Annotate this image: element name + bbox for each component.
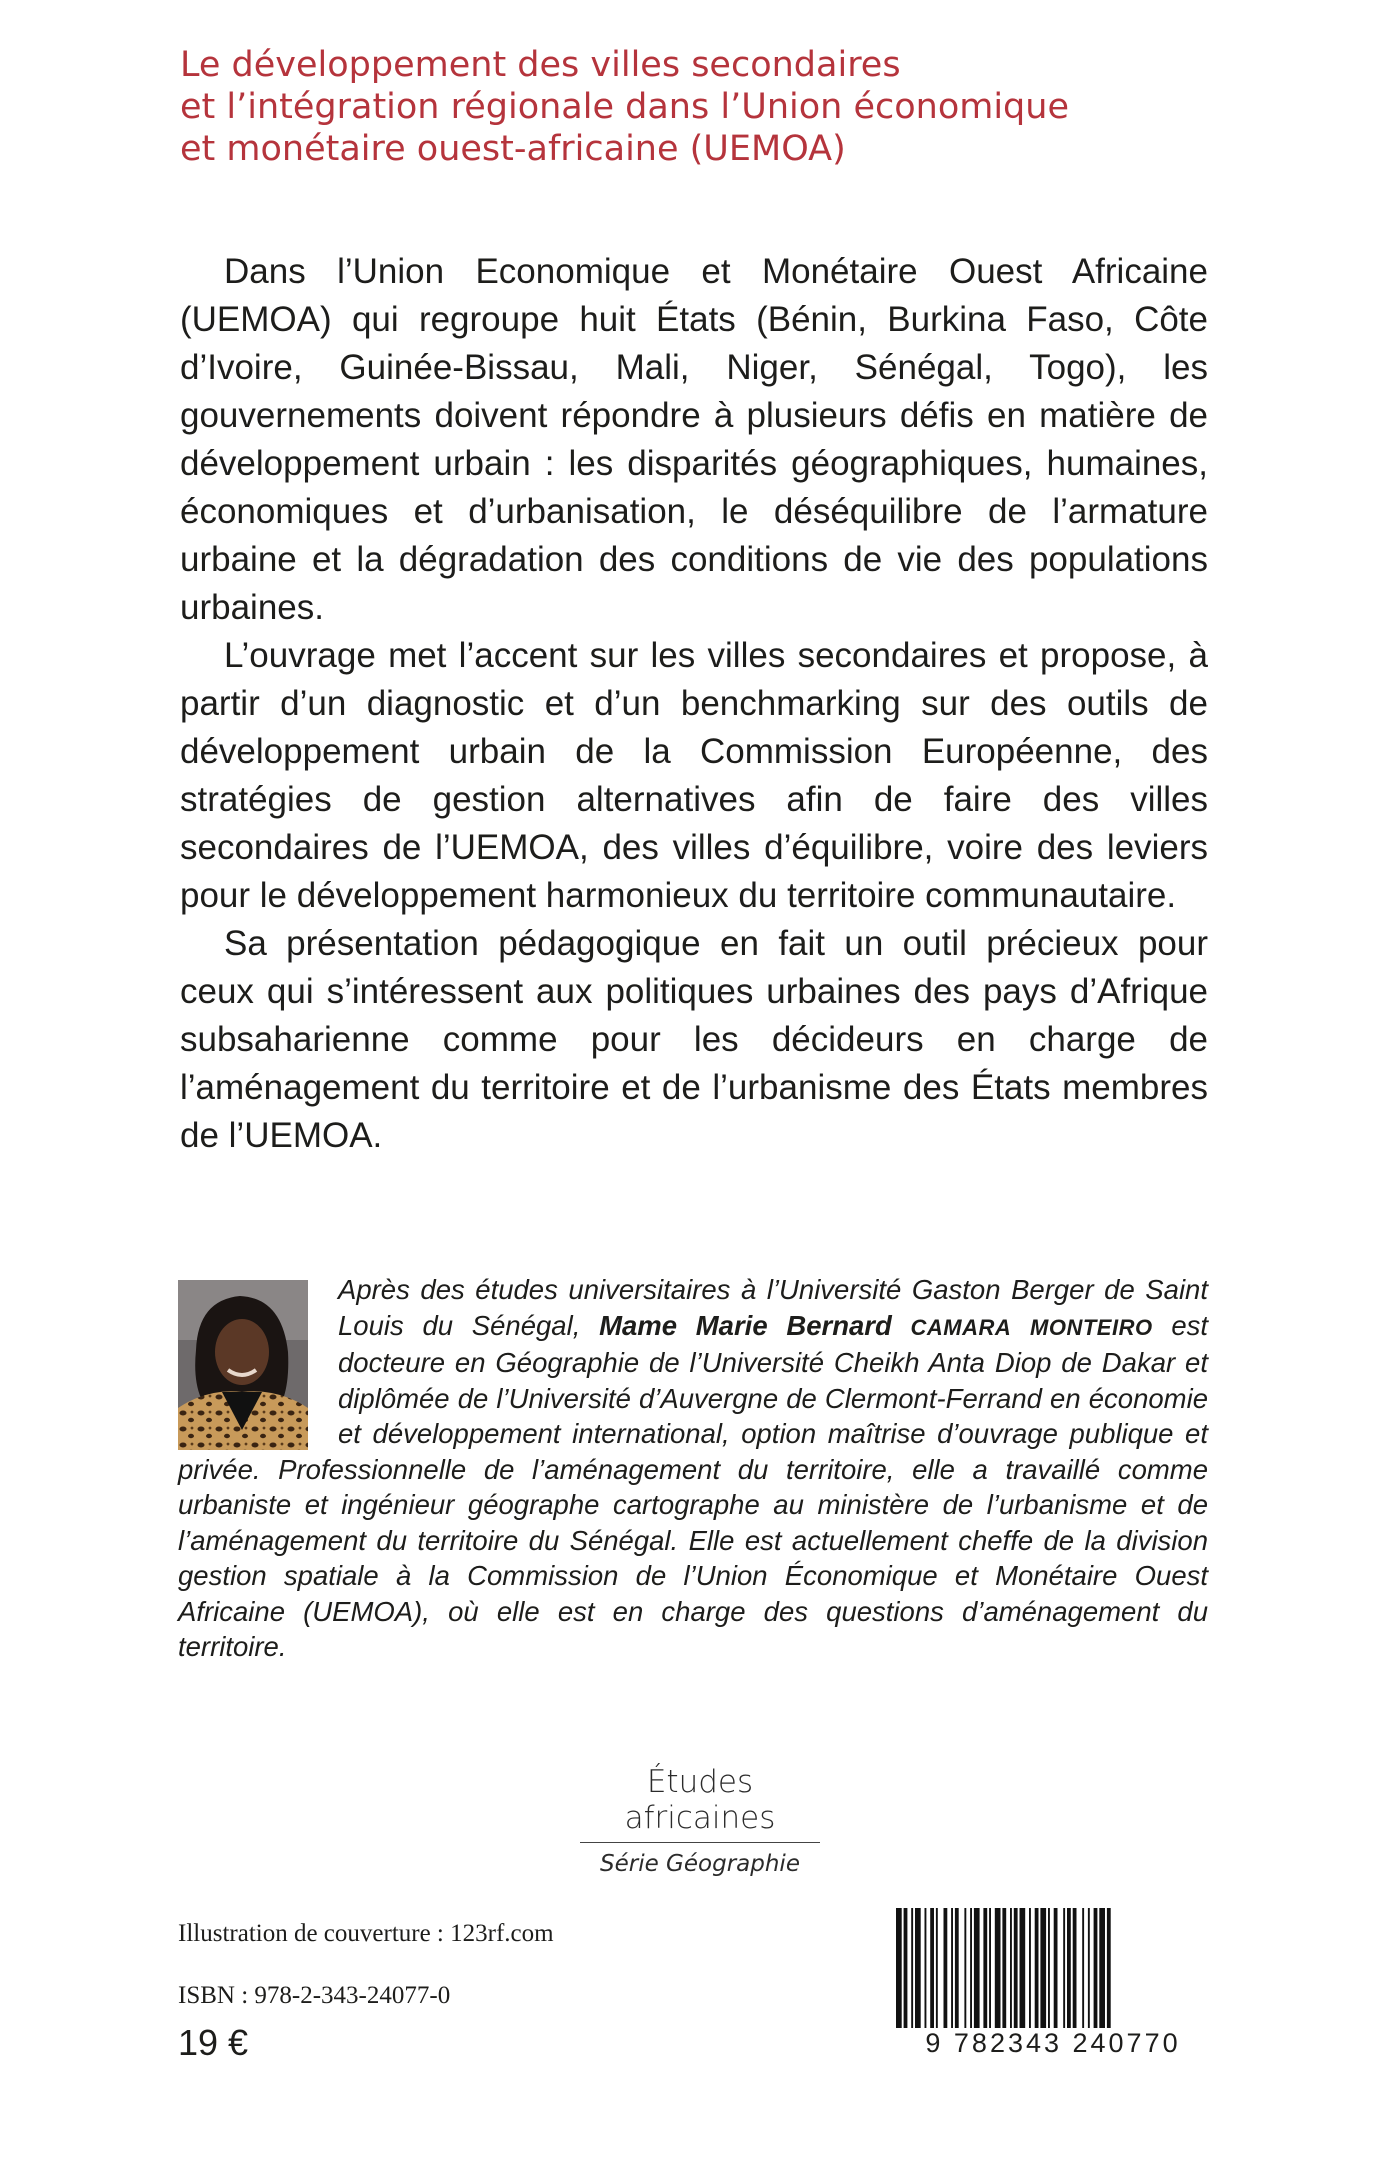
series-subtitle: Série Géographie [600,1851,800,1877]
barcode-bar [1010,1908,1012,2028]
author-last-name-2: MONTEIRO [1030,1314,1153,1340]
barcode-bar [1035,1908,1039,2028]
barcode-bar [1002,1908,1006,2028]
book-summary [180,248,1208,1160]
barcode-bar [911,1908,913,2028]
series-logo [570,1764,830,1877]
book-title [180,44,1180,170]
barcode-bar [904,1908,908,2028]
barcode-bar [955,1908,959,2028]
barcode-bar [1014,1908,1018,2028]
portrait-image [178,1280,308,1450]
bio-text: est docteure en Géographie de l’Université Cheikh Anta Diop de Dakar et diplômée de l’Université d’Auvergne de Clermont-Ferrand en économie et développement international, option maîtrise d’ouvrage publique et privée. Professionnelle de l’aménagement du territoire, elle a travaillé comme urbaniste et ingénieur géographe cartographe au ministère de l’urbanisme et de l’aménagement du territoire du Sénégal. Elle est actuellement cheffe de la division gestion spatiale à la Commission de l’Union Économique et Monétaire Ouest Africaine (UEMOA), où elle est en charge des questions d’aménagement du territoire. [178,1309,1209,1662]
summary-paragraph: L’ouvrage met l’accent sur les villes secondaires et propose, à partir d’un diagnostic et d’un benchmarking sur des outils de développement urbain de la Commission Européenne, des stratégies de gestion alternatives afin de faire des villes secondaires de l’UEMOA, des villes d’équilibre, voire des leviers pour le développement harmonieux du territoire communautaire. [180,636,1208,915]
barcode-bar [915,1908,921,2028]
barcode-bar [974,1908,980,2028]
barcode-bar [970,1908,972,2028]
summary-paragraph: Sa présentation pédagogique en fait un outil précieux pour ceux qui s’intéressent aux politiques urbaines des pays d’Afrique subsaharienne comme pour les décideurs en charge de l’aménagement du territoire et de l’urbanisme des États membres de l’UEMOA. [180,924,1208,1155]
barcode-bar [896,1908,902,2028]
bio-intro: Après des études universitaires à l’Université Gaston Berger de Saint Louis du Sénégal, [338,1274,1208,1341]
series-name: Études africaines [624,1764,776,1836]
barcode-bar [1040,1908,1046,2028]
isbn: ISBN : 978-2-343-24077-0 [178,1982,451,2009]
author-name [599,1310,1153,1341]
author-first-name: Mame Marie Bernard [599,1309,911,1341]
author-photo [178,1280,308,1450]
barcode-bar [1073,1908,1077,2028]
barcode-bar [1107,1908,1111,2028]
barcode-bar [944,1908,948,2028]
title-line: et l’intégration régionale dans l’Union économique [180,87,1069,127]
summary-paragraph: Dans l’Union Economique et Monétaire Ouest Africaine (UEMOA) qui regroupe huit États (Bénin, Burkina Faso, Côte d’Ivoire, Guinée-Bissau, Mali, Niger, Sénégal, Togo), les gouvernements doivent répondre à plusieurs défis en matière de développement urbain : les disparités géographiques, humaines, économiques et d’urbanisation, le déséquilibre de l’armature urbaine et la dégradation des conditions de vie des populations urbaines. [180,252,1208,627]
barcode-bar [1088,1908,1090,2028]
barcode-bar [989,1908,991,2028]
cover-credit: Illustration de couverture : 123rf.com [178,1920,554,1947]
barcode-bar [930,1908,934,2028]
series-divider [580,1842,820,1843]
barcode-bar [1048,1908,1050,2028]
author-bio [178,1272,1208,1665]
title-line: et monétaire ouest-africaine (UEMOA) [180,129,846,169]
barcode-bar [1063,1908,1065,2028]
author-last-name-1: CAMARA [910,1314,1012,1340]
barcode-bar [936,1908,938,2028]
barcode-bar [1067,1908,1071,2028]
barcode-number: 9 782343 240770 [925,2028,1181,2058]
price: 19 € [178,2022,249,2063]
barcode-bar [1020,1908,1026,2028]
barcode-bar [1029,1908,1031,2028]
title-line: Le développement des villes secondaires [180,45,901,85]
barcode [890,1908,1216,2028]
barcode-bar [1082,1908,1084,2028]
barcode-bar [1054,1908,1058,2028]
barcode-bar [995,1908,1001,2028]
barcode-bar [983,1908,987,2028]
barcode-bar [951,1908,953,2028]
barcode-bar [1094,1908,1098,2028]
barcode-bar [964,1908,966,2028]
barcode-bar [925,1908,927,2028]
barcode-bar [1099,1908,1105,2028]
